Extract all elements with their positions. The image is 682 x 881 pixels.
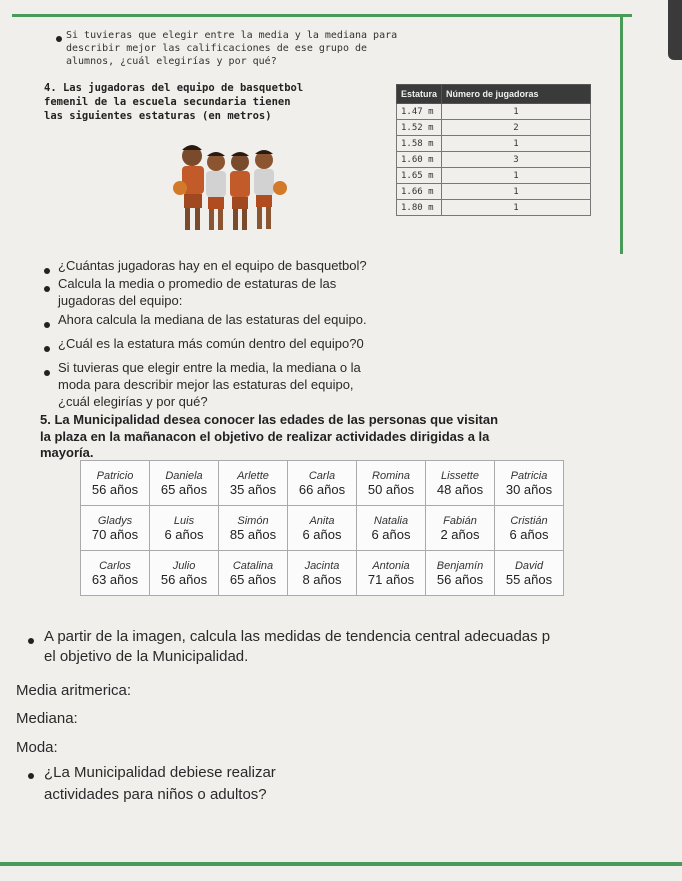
q4-line-1: 4. Las jugadoras del equipo de basquetbol	[44, 82, 304, 94]
stature-cell: 1.52 m	[397, 120, 442, 136]
q4-question-median: Ahora calcula la mediana de las estaturas del equipo.	[58, 312, 367, 327]
count-cell: 1	[442, 104, 591, 120]
bottom-border	[0, 862, 682, 866]
person-cell: Julio 56 años	[150, 551, 219, 596]
player-figure	[230, 152, 250, 230]
q4-line-2: femenil de la escuela secundaria tienen	[44, 96, 291, 108]
binder-edge	[668, 0, 682, 60]
final-question-2: actividades para niños o adultos?	[44, 786, 267, 803]
basketball-icon	[273, 181, 287, 195]
count-cell: 1	[442, 136, 591, 152]
q4-question-choose-2: moda para describir mejor las estaturas del equipo,	[58, 377, 354, 392]
person-cell: Benjamín 56 años	[426, 551, 495, 596]
table-row	[397, 152, 591, 168]
bullet-icon	[44, 322, 50, 328]
person-cell: Antonia 71 años	[357, 551, 426, 596]
q4-question-mean-2: jugadoras del equipo:	[58, 293, 183, 308]
player-figure	[206, 152, 226, 230]
person-cell: Daniela 65 años	[150, 461, 219, 506]
q4-question-count: ¿Cuántas jugadoras hay en el equipo de basquetbol?	[58, 258, 367, 273]
intro-line-2: describir mejor las calificaciones de ese grupo de	[66, 43, 368, 54]
person-cell: David 55 años	[495, 551, 564, 596]
person-cell: Jacinta 8 años	[288, 551, 357, 596]
bullet-icon	[44, 370, 50, 376]
person-cell: Cristián 6 años	[495, 506, 564, 551]
side-border	[620, 14, 623, 254]
ages-table	[80, 460, 564, 596]
table-row	[397, 168, 591, 184]
person-cell: Patricio 56 años	[81, 461, 150, 506]
stature-header: Estatura	[397, 85, 442, 104]
intro-line-3: alumnos, ¿cuál elegirías y por qué?	[66, 56, 277, 67]
person-cell: Romina 50 años	[357, 461, 426, 506]
stature-cell: 1.60 m	[397, 152, 442, 168]
table-row	[397, 184, 591, 200]
q5-tendency-line-1: A partir de la imagen, calcula las medidas de tendencia central adecuadas p	[44, 628, 551, 645]
person-cell: Lissette 48 años	[426, 461, 495, 506]
stature-cell: 1.65 m	[397, 168, 442, 184]
bullet-icon	[56, 36, 62, 42]
q5-line-2: la plaza en la mañanacon el objetivo de realizar actividades dirigidas a la	[40, 429, 490, 444]
table-row	[397, 120, 591, 136]
basketball-players-illustration	[164, 140, 294, 240]
q4-question-choose-1: Si tuvieras que elegir entre la media, la mediana o la	[58, 360, 361, 375]
players-header: Número de jugadoras	[442, 85, 591, 104]
intro-line-1: Si tuvieras que elegir entre la media y la mediana para	[66, 30, 398, 41]
stature-table	[396, 84, 591, 216]
table-row	[397, 200, 591, 216]
stature-cell: 1.47 m	[397, 104, 442, 120]
count-cell: 3	[442, 152, 591, 168]
bullet-icon	[44, 286, 50, 292]
basketball-icon	[173, 181, 187, 195]
q5-line-3: mayoría.	[40, 445, 94, 460]
top-border	[12, 14, 632, 17]
q4-question-mode: ¿Cuál es la estatura más común dentro del equipo?0	[58, 336, 364, 351]
q4-question-choose-3: ¿cuál elegirías y por qué?	[58, 394, 208, 409]
table-row	[81, 551, 564, 596]
person-cell: Anita 6 años	[288, 506, 357, 551]
bullet-icon	[44, 268, 50, 274]
person-cell: Natalia 6 años	[357, 506, 426, 551]
mediana-label: Mediana:	[16, 710, 78, 727]
table-row	[397, 136, 591, 152]
stature-header-row	[397, 85, 591, 104]
q4-line-3: las siguientes estaturas (en metros)	[44, 110, 272, 122]
person-cell: Carlos 63 años	[81, 551, 150, 596]
stature-cell: 1.80 m	[397, 200, 442, 216]
moda-label: Moda:	[16, 739, 58, 756]
table-row	[397, 104, 591, 120]
person-cell: Fabián 2 años	[426, 506, 495, 551]
bullet-icon	[28, 638, 34, 644]
bullet-icon	[44, 346, 50, 352]
person-cell: Carla 66 años	[288, 461, 357, 506]
count-cell: 1	[442, 168, 591, 184]
count-cell: 1	[442, 184, 591, 200]
table-row	[81, 461, 564, 506]
table-row	[81, 506, 564, 551]
person-cell: Arlette 35 años	[219, 461, 288, 506]
person-cell: Luis 6 años	[150, 506, 219, 551]
stature-cell: 1.66 m	[397, 184, 442, 200]
q5-tendency-line-2: el objetivo de la Municipalidad.	[44, 648, 249, 665]
q4-question-mean-1: Calcula la media o promedio de estaturas de las	[58, 276, 337, 291]
stature-cell: 1.58 m	[397, 136, 442, 152]
final-question-1: ¿La Municipalidad debiese realizar	[44, 764, 276, 781]
count-cell: 2	[442, 120, 591, 136]
person-cell: Patricia 30 años	[495, 461, 564, 506]
player-figure	[254, 150, 274, 229]
q5-line-1: 5. La Municipalidad desea conocer las edades de las personas que visitan	[40, 412, 499, 427]
person-cell: Simón 85 años	[219, 506, 288, 551]
person-cell: Catalina 65 años	[219, 551, 288, 596]
count-cell: 1	[442, 200, 591, 216]
bullet-icon	[28, 773, 34, 779]
media-label: Media aritmerica:	[16, 682, 132, 699]
person-cell: Gladys 70 años	[81, 506, 150, 551]
